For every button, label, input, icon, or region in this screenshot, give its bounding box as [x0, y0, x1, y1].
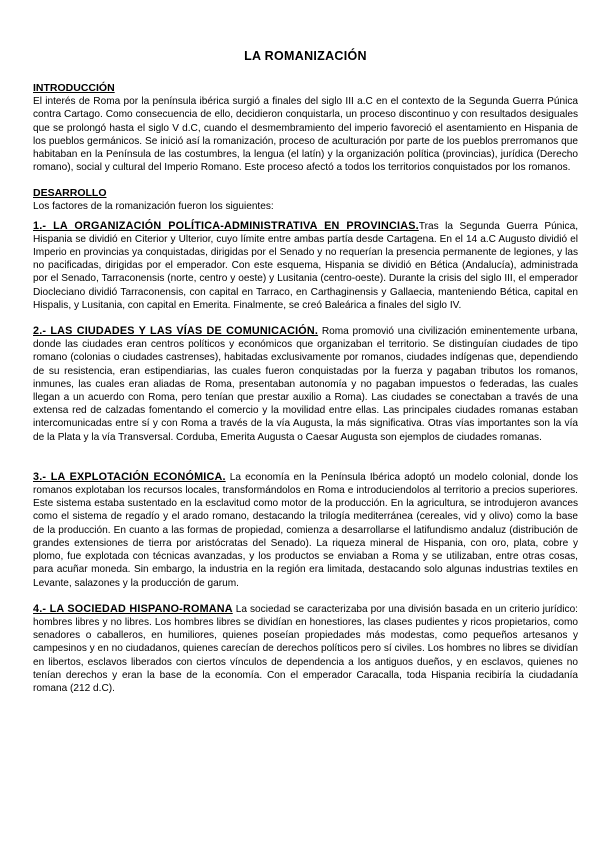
- factor-4-heading: 4.- LA SOCIEDAD HISPANO-ROMANA: [33, 602, 233, 615]
- factor-1-heading: 1.- LA ORGANIZACIÓN POLÍTICA-ADMINISTRATIVA EN PROVINCIAS.: [33, 219, 419, 232]
- factor-3-paragraph: [33, 471, 578, 590]
- factor-3-text: La economía en la Península Ibérica adoptó un modelo colonial, donde los romanos explotaban los recursos locales, transformándolos en Roma e introduciendolos al territorio a precios superiores. Este sistema estaba sustentado en la esclavitud como motor de la producción. En la agricultura, se introdujeron avances como el sistema de regadío y el arado romano, destacando la trilogía mediterránea (cereales, vid y olivo) como la base de la producción. En cuanto a las formas de propiedad, comienza a desarrollarse el latifundismo andaluz (distribución de grandes extensiones de tierra por aristócratas del Senado). La riqueza mineral de Hispania, con oro, plata, cobre y plomo, fue explotada con técnicas avanzadas, y los productos se enviaban a Roma y se utilizaban, entre otras cosas, para acuñar moneda. Sin embargo, la industria en la región era limitada, destacando solo algunas industrias textiles en Levante, salazones y la producción de garum.: [33, 471, 578, 589]
- factor-1-paragraph: [33, 220, 578, 312]
- introduccion-paragraph: El interés de Roma por la península ibérica surgió a finales del siglo III a.C en el contexto de la Segunda Guerra Púnica contra Cartago. Como consecuencia de ello, decidieron conquistarla, un proceso discontinuo y con resultados desiguales que se prolongó hasta el siglo V d.C, cuando el desmembramiento del imperio favoreció el asentamiento en Hispania de los pueblos germánicos. Se inició así la romanización, proceso de aculturación por parte de los pueblos prerromanos que habitaban en la Península de las costumbres, la lengua (el latín) y la organización política (provincias), jurídica (Derecho romano), social y cultural del Imperio Romano. Este proceso afectó a todos los territorios conquistados por los romanos.: [33, 96, 578, 174]
- desarrollo-lead: Los factores de la romanización fueron los siguientes:: [33, 201, 274, 213]
- factor-2-text: Roma promovió una civilización eminentemente urbana, donde las ciudades eran centros políticos y económicos que organizaban el territorio. Se distinguían ciudades de tipo romano (colonias o ciudades castrenses), habitadas exclusivamente por romanos, ciudades indígenas que, dependiendo de su resistencia, eran estipendiarias, las cuales fueron conquistadas por la fuerza y pagaban tributos los romanos, inmunes, las cuales eran aliadas de Roma, presentaban autonomía y no pagaban impuestos o federadas, las cuales llegan a un acuerdo con Roma, pero tenían que prestar auxilio a Roma). Las ciudades se conectaban a través de una extensa red de calzadas fomentando el comercio y la movilidad entre ellas. Las principales ciudades romanas estaban intercomunicadas entre sí y con Roma a través de la vía Augusta, la más significativa. Otras vías importantes son la vía de la Plata y la vía Transversal. Corduba, Emerita Augusta o Caesar Augusta son ejemplos de ciudades romanas.: [33, 326, 578, 443]
- factor-4-paragraph: [33, 603, 578, 695]
- document-page: [33, 50, 578, 695]
- factor-1-text: Tras la Segunda Guerra Púnica, Hispania se dividió en Citerior y Ulterior, cuyo límite entre ambas partía desde Cartagena. En el 14 a.C Augusto dividió el Imperio en provincias ya conquistadas, dirigidas por el Senado y no requerían la presencia permanente de legiones, y las no pacificadas, dirigidas por el emperador. Con este esquema, Hispania se dividió en Bética (Andalucía), administrada por el Senado, Tarraconensis (norte, centro y oeste) y Lusitania (centro-oeste). Durante la crisis del siglo III, el emperador Diocleciano dividió Tarraconensis, con capital en Tarraco, en Carthaginensis y Gallaecia, manteniendo Bética, capital en Hispalis, y Lusitania, con capital en Emerita. Finalmente, se creó Baleárica a finales del siglo IV.: [33, 220, 579, 311]
- factor-2-paragraph: [33, 325, 578, 444]
- desarrollo-heading: DESARROLLO: [33, 187, 107, 200]
- factor-4-text: La sociedad se caracterizaba por una división basada en un criterio jurídico: hombres libres y no libres. Los hombres libres se dividían en honestiores, las clases pudientes y ricos propietarios, como senadores o caballeros, en humiliores, quienes poseían propiedades más modestas, como pequeños artesanos y campesinos y en no ciudadanos, quienes carecían de derechos políticos pero sí civiles. Los hombres no libres se dividían en libertos, esclavos liberados con ciertos vínculos de dependencia a los antiguos dueños, y en esclavos, quienes no tenían derechos y eran la base de la economía. Con el emperador Caracalla, toda Hispania recibiría la ciudadanía romana (212 d.C).: [33, 603, 578, 694]
- introduccion-heading: INTRODUCCIÓN: [33, 82, 115, 95]
- factor-3-heading: 3.- LA EXPLOTACIÓN ECONÓMICA.: [33, 470, 226, 483]
- document-title: LA ROMANIZACIÓN: [244, 49, 367, 63]
- factor-2-heading: 2.- LAS CIUDADES Y LAS VÍAS DE COMUNICACIÓN.: [33, 325, 319, 338]
